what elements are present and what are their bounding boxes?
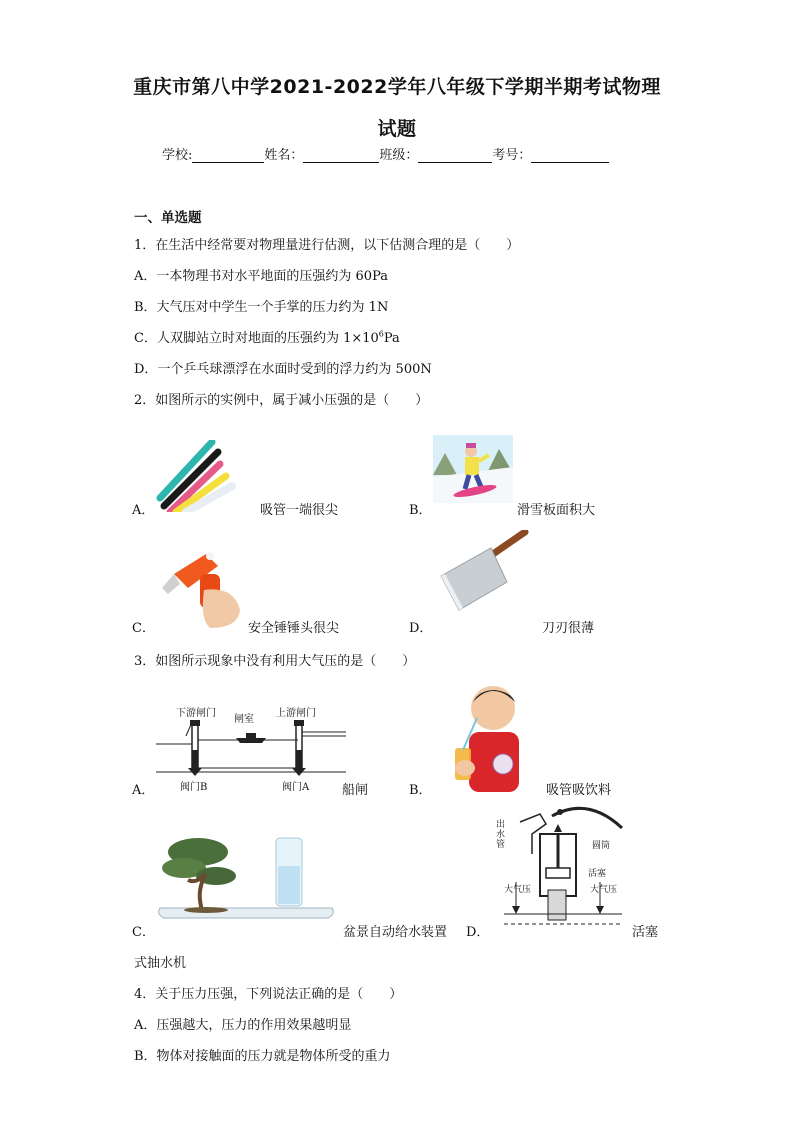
- piston-pump-diagram: [490, 802, 630, 934]
- name-label: 姓名：: [264, 148, 304, 163]
- student-info: [162, 144, 609, 163]
- bonsai-water-device-image: [154, 830, 340, 920]
- q3-option-c-text: 盆景自动给水装置: [343, 925, 448, 940]
- q2-option-b-text: 滑雪板面积大: [517, 503, 596, 518]
- cleaver-image: [437, 530, 529, 612]
- section-heading: 一、单选题: [134, 210, 202, 226]
- page-title: 重庆市第八中学2021-2022学年八年级下学期半期考试物理: [133, 76, 661, 98]
- q2-option-d-letter: D．: [409, 621, 433, 636]
- safety-hammer-image: [154, 544, 244, 630]
- q3-option-a-text: 船闸: [342, 783, 369, 798]
- class-label: 班级：: [379, 148, 419, 163]
- straws-image: [156, 440, 236, 512]
- lock-label-up-gate: 上游闸门: [276, 708, 316, 719]
- number-label: 考号：: [492, 148, 532, 163]
- boy-drinking-image: [441, 678, 531, 792]
- class-field[interactable]: [418, 148, 492, 163]
- q3-option-b-text: 吸管吸饮料: [546, 783, 612, 798]
- number-field[interactable]: [531, 148, 609, 163]
- question-2-stem: 2．如图所示的实例中，属于减小压强的是（ ）: [134, 393, 429, 408]
- q3-option-c-letter: C．: [132, 925, 155, 940]
- q2-option-a-letter: A．: [132, 503, 155, 518]
- q3-option-b-letter: B．: [409, 783, 432, 798]
- piston-pump-drawing: [490, 802, 630, 934]
- question-3-stem: 3．如图所示现象中没有利用大气压的是（ ）: [134, 654, 416, 669]
- question-1-option-d: D．一个乒乓球漂浮在水面时受到的浮力约为 500N: [134, 362, 432, 377]
- q3-option-d-text-cont: 式抽水机: [134, 956, 187, 971]
- question-4-stem: 4．关于压力压强，下列说法正确的是（ ）: [134, 987, 403, 1002]
- q2-option-c-letter: C．: [132, 621, 155, 636]
- q2-option-a-text: 吸管一端很尖: [260, 503, 339, 518]
- pump-label-atm-right: 大气压: [590, 885, 618, 895]
- pump-label-piston: 活塞: [588, 869, 607, 879]
- lock-label-valve-a: 阀门A: [282, 782, 310, 793]
- question-1-option-c: C．人双脚站立时对地面的压强约为 $1\times 10^6Pa$: [134, 329, 400, 346]
- q3-option-d-text: 活塞: [632, 925, 659, 940]
- pump-label-atm-left: 大气压: [504, 885, 532, 895]
- name-field[interactable]: [303, 148, 379, 163]
- q2-option-b-letter: B．: [409, 503, 432, 518]
- question-4-option-a: A．压强越大，压力的作用效果越明显: [134, 1018, 352, 1033]
- q2-option-c-text: 安全锤锤头很尖: [248, 621, 340, 636]
- q3-option-a-letter: A．: [132, 783, 155, 798]
- lock-label-down-gate: 下游闸门: [176, 708, 216, 719]
- q3-option-d-letter: D．: [466, 925, 490, 940]
- question-1-option-b: B．大气压对中学生一个手掌的压力约为 1N: [134, 300, 389, 315]
- question-4-option-b: B．物体对接触面的压力就是物体所受的重力: [134, 1049, 391, 1064]
- question-1-stem: 1．在生活中经常要对物理量进行估测，以下估测合理的是（ ）: [134, 238, 520, 253]
- q2-option-d-text: 刀刃很薄: [542, 621, 595, 636]
- lock-label-chamber: 闸室: [234, 714, 254, 725]
- school-field[interactable]: [192, 148, 264, 163]
- pump-label-outlet: 出水管: [496, 820, 506, 850]
- pump-label-cylinder: 圆筒: [592, 841, 611, 851]
- school-label: 学校:: [162, 148, 193, 163]
- snowboarder-image: [433, 435, 513, 503]
- question-1-option-a: A．一本物理书对水平地面的压强约为 60Pa: [134, 269, 388, 284]
- lock-label-valve-b: 阀门B: [180, 782, 208, 793]
- page-title-cont: 试题: [377, 118, 417, 140]
- ship-lock-diagram: [156, 700, 346, 796]
